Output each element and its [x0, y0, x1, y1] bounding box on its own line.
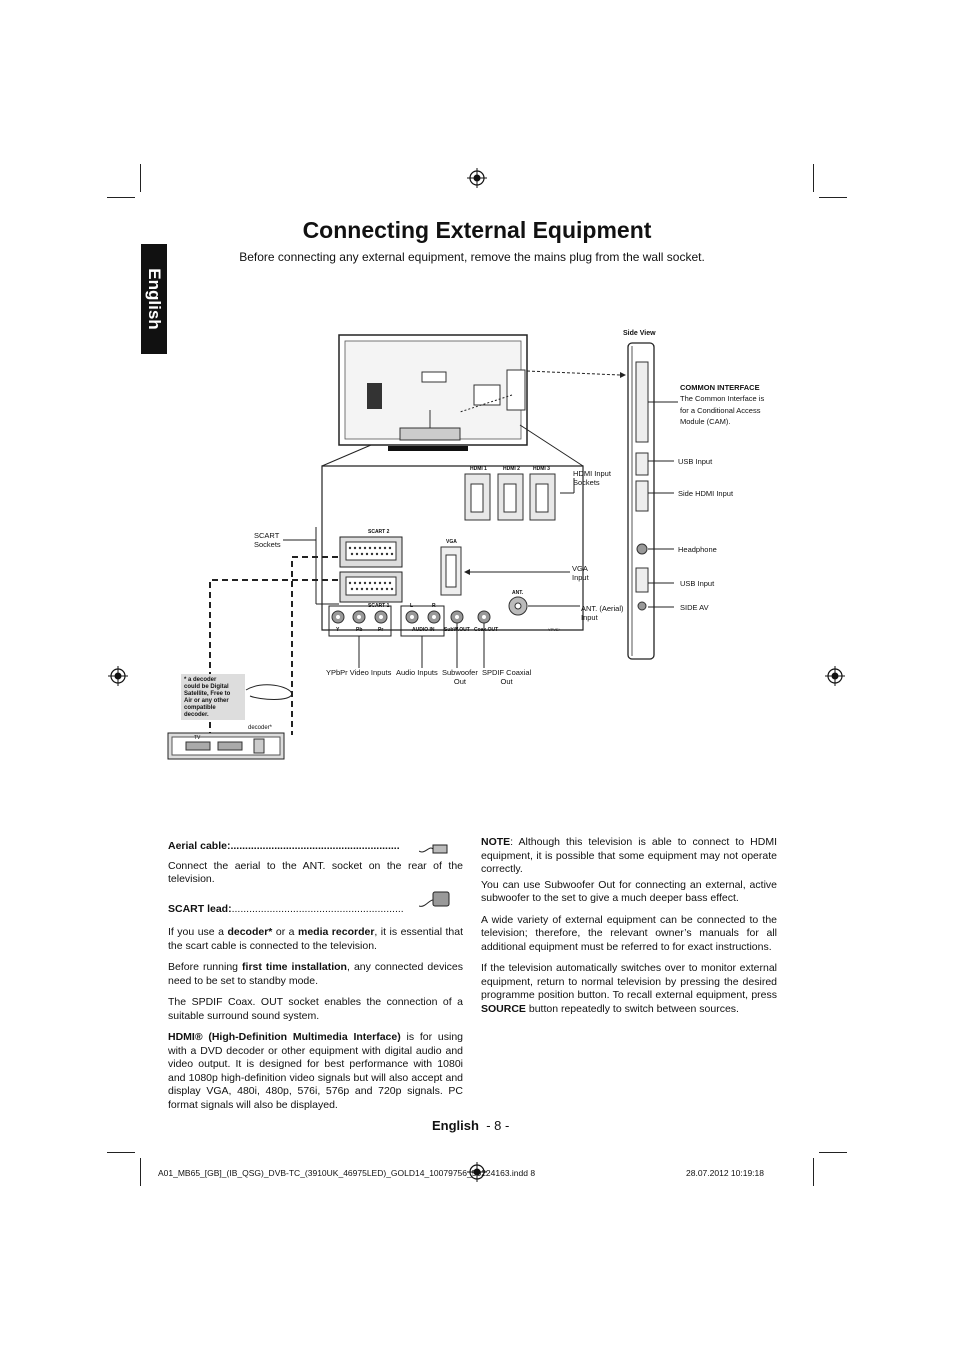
- hdmi-paragraph: HDMI® (High-Definition Multimedia Interface) is for using with a DVD decoder or other equipment with digital audio and video output. It is designed for best performance with 1080i and 1080p high-definition video signals but will also accept and display VGA, 480i, 480p, 576i, 576p and 720p signals. PC format signals will also be displayed.: [168, 1031, 463, 1111]
- aerial-text: Connect the aerial to the ANT. socket on the rear of the television.: [168, 859, 463, 885]
- sub-out-label: SubW.OUT: [444, 627, 470, 633]
- common-interface-title: COMMON INTERFACE: [680, 383, 760, 392]
- hdmi-sockets-callout: HDMI Input Sockets: [573, 469, 611, 487]
- audio-inputs-callout: Audio Inputs: [396, 668, 438, 677]
- footer-page: English - 8 -: [432, 1118, 510, 1133]
- decoder-paragraph: If you use a decoder* or a media recorder, it is essential that the scart cable is connected to the television.: [168, 926, 464, 952]
- ypve-label: YPVE+: [548, 627, 562, 632]
- footer-filename: A01_MB65_[GB]_(IB_QSG)_DVB-TC_(3910UK_46975LED)_GOLD14_10079756_50224163.indd 8: [158, 1168, 536, 1178]
- language-tab-label: English: [145, 268, 164, 330]
- headphone-callout: Headphone: [678, 545, 717, 554]
- external-equipment-paragraph: A wide variety of external equipment can be connected to the television; therefore, the relevant owner’s manuals for all additional equipment must be referred to for exact instructions.: [481, 913, 777, 953]
- left-column: [168, 840, 463, 1120]
- aerial-plug-icon: [419, 841, 449, 857]
- ypbpr-callout: YPbPr Video Inputs: [326, 668, 392, 677]
- crop-mark: [107, 1152, 135, 1153]
- scart-dots: ...........................................................: [231, 902, 404, 915]
- note-paragraph: NOTE: Although this television is able to connect to HDMI equipment, it is possible that some equipment may not operate correctly.: [481, 836, 777, 875]
- hdmi3-label: HDMI 3: [533, 466, 550, 472]
- ant-input-callout: ANT. (Aerial) Input: [581, 604, 624, 622]
- y-label: Y: [336, 627, 340, 633]
- audio-r-label: R: [432, 603, 436, 609]
- usb-input-callout-2: USB Input: [680, 579, 715, 588]
- pb-label: Pb: [356, 627, 363, 633]
- crop-mark: [813, 1158, 814, 1186]
- page-title: Connecting External Equipment: [302, 217, 652, 243]
- hdmi1-label: HDMI 1: [470, 466, 487, 472]
- decoder-label: decoder*: [248, 725, 273, 731]
- scart-sockets-callout: SCART Sockets: [254, 531, 281, 549]
- pr-label: Pr: [378, 627, 384, 633]
- coax-out-label: Coax.OUT: [474, 627, 499, 633]
- scart-heading: SCART lead:: [168, 902, 232, 915]
- common-interface-text: The Common Interface is for a Conditional Access Module (CAM).: [680, 394, 765, 426]
- scart1-label: SCART 1: [368, 603, 390, 609]
- side-view-title: Side View: [623, 330, 656, 337]
- crop-mark: [140, 1158, 141, 1186]
- tv-label: TV: [194, 735, 201, 741]
- vga-input-callout: VGA Input: [572, 564, 589, 582]
- side-hdmi-callout: Side HDMI Input: [678, 489, 734, 498]
- audio-l-label: L: [410, 603, 414, 609]
- footer-date: 28.07.2012 10:19:18: [686, 1168, 764, 1178]
- spdif-paragraph: The SPDIF Coax. OUT socket enables the connection of a suitable surround sound system.: [168, 996, 463, 1022]
- subwoofer-callout: Subwoofer Out: [442, 668, 478, 686]
- vga-label: VGA: [446, 539, 457, 545]
- scart-plug-icon: [419, 890, 451, 910]
- side-av-callout: SIDE AV: [680, 603, 709, 612]
- source-paragraph: If the television automatically switches over to monitor external equipment, return to normal television by pressing the desired programme position button. To recall external equipment, press SOURCE button repeatedly to switch between sources.: [481, 962, 777, 1015]
- ant-label: ANT.: [512, 590, 524, 596]
- page-subtitle: Before connecting any external equipment, remove the mains plug from the wall socket.: [239, 250, 705, 264]
- usb-input-callout-1: USB Input: [678, 457, 713, 466]
- crop-mark: [819, 1152, 847, 1153]
- scart2-label: SCART 2: [368, 529, 390, 535]
- subwoofer-paragraph: You can use Subwoofer Out for connecting an external, active subwoofer to the set to give a much deeper bass effect.: [481, 878, 777, 904]
- right-column: [481, 836, 777, 1024]
- aerial-heading: Aerial cable:..........................................................: [168, 840, 400, 852]
- installation-paragraph: Before running first time installation, any connected devices need to be set to standby mode.: [168, 961, 464, 987]
- hdmi2-label: HDMI 2: [503, 466, 520, 472]
- audio-in-label: AUDIO IN: [412, 627, 435, 633]
- decoder-note: * a decoder could be Digital Satellite, Free to Air or any other compatible decoder.: [184, 677, 231, 718]
- spdif-callout: SPDIF Coaxial Out: [482, 668, 532, 686]
